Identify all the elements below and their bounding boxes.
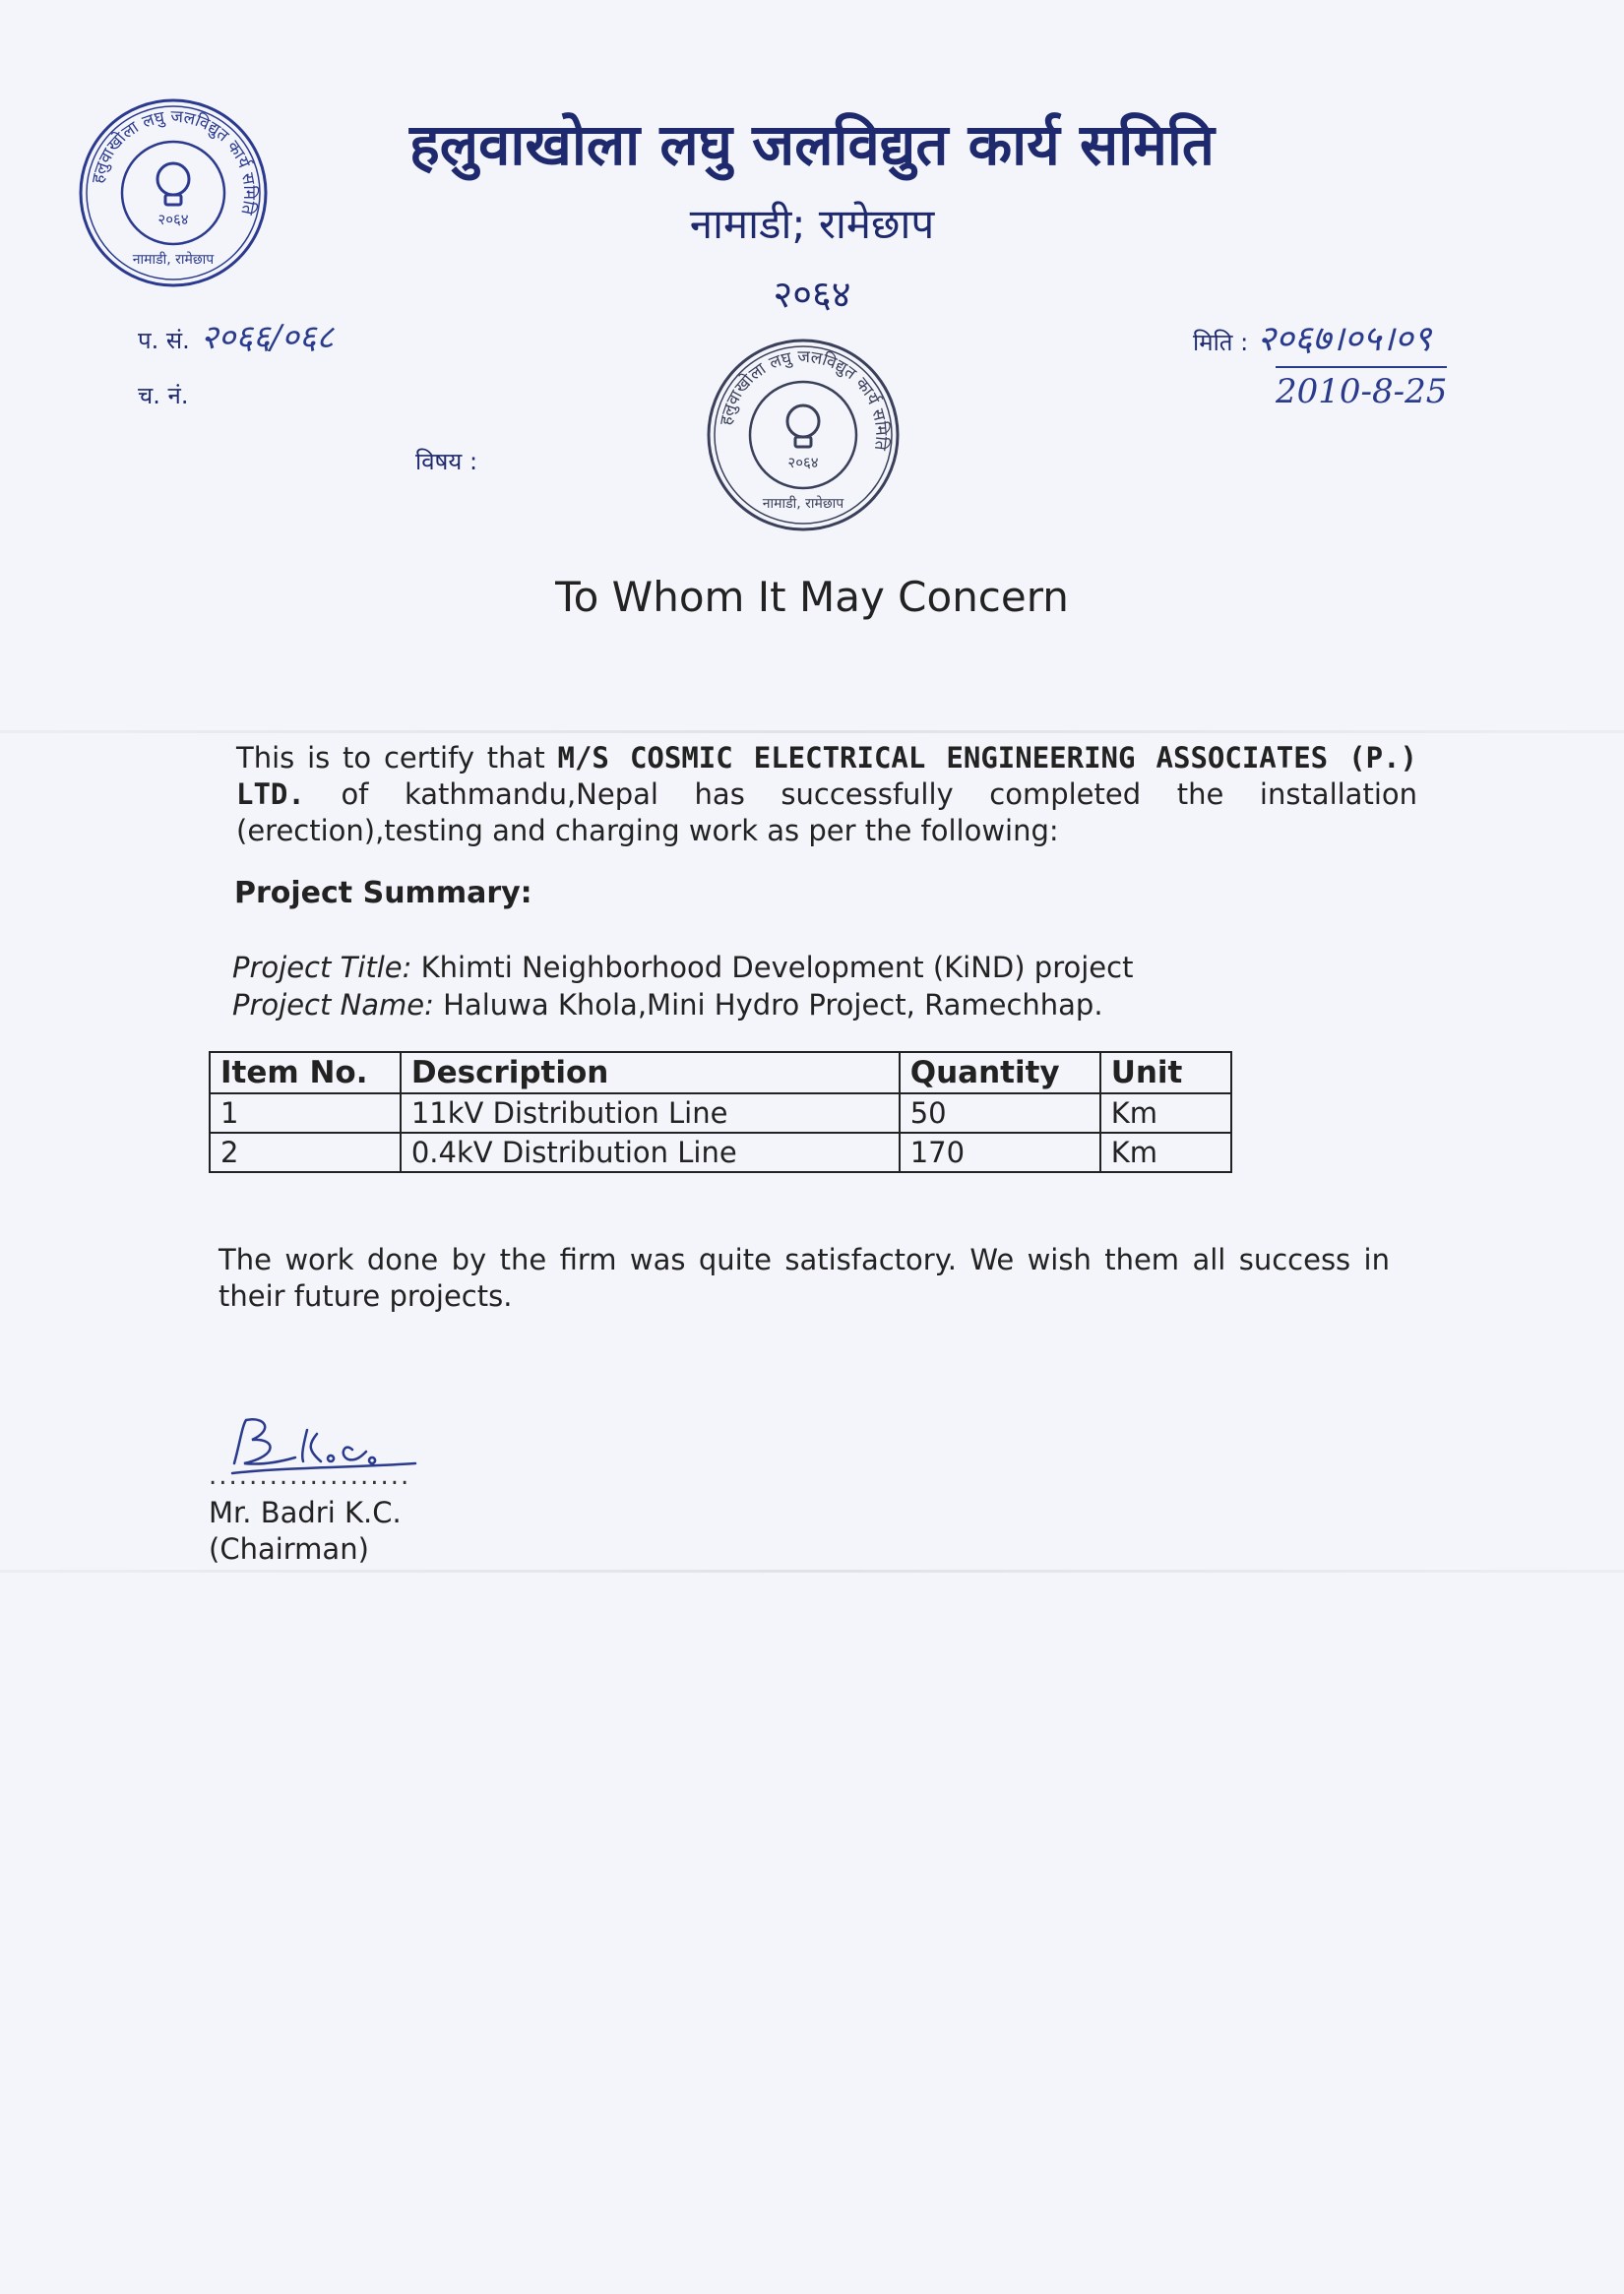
cell-item-no: 2 (210, 1133, 401, 1172)
subject-label: विषय : (415, 448, 478, 475)
paper-fold-line (0, 1570, 1624, 1573)
organization-name: हलुवाखोला लघु जलविद्युत कार्य समिति (408, 111, 1215, 178)
table-row (210, 1133, 1231, 1172)
date-label: मिति : (1193, 329, 1249, 356)
svg-text:नामाडी, रामेछाप: नामाडी, रामेछाप (132, 252, 215, 268)
paper-fold-line (0, 730, 1624, 733)
header-unit: Unit (1100, 1052, 1231, 1093)
intro-text-1: This is to certify that (236, 741, 545, 775)
organization-address: नामाडी; रामेछाप (689, 200, 935, 248)
closing-paragraph: The work done by the firm was quite satisfactory. We wish them all success in their future projects. (219, 1243, 1390, 1313)
cell-item-no: 1 (210, 1093, 401, 1133)
intro-text-2: of kathmandu,Nepal has successfully completed the installation (erection),testing and charging work as per the following: (236, 777, 1418, 847)
signer-name: Mr. Badri K.C. (209, 1496, 402, 1529)
certification-paragraph (236, 740, 1417, 849)
svg-text:हलुवाखोला लघु जलविद्युत कार्य: हलुवाखोला लघु जलविद्युत कार्य समिति (88, 106, 260, 217)
project-title-line (232, 951, 1133, 984)
table-header-row (210, 1052, 1231, 1093)
project-name-label: Project Name: (232, 988, 434, 1022)
project-name-line (232, 988, 1103, 1022)
project-summary-title: Project Summary: (234, 876, 532, 910)
letter-heading: To Whom It May Concern (555, 573, 1069, 621)
signature-dotted-line: .................... (209, 1461, 411, 1491)
svg-text:हलुवाखोला लघु जलविद्युत कार्य: हलुवाखोला लघु जलविद्युत कार्य समिति (716, 346, 892, 452)
svg-text:२०६४: २०६४ (787, 454, 819, 471)
project-title-value: Khimti Neighborhood Development (KiND) project (420, 951, 1134, 984)
svg-text:नामाडी, रामेछाप: नामाडी, रामेछाप (762, 496, 844, 512)
company-name: M/S COSMIC ELECTRICAL ENGINEERING ASSOCIATES (P.) LTD. (236, 741, 1418, 811)
project-name-value: Haluwa Khola,Mini Hydro Project, Ramechhap. (443, 988, 1103, 1022)
project-title-label: Project Title: (232, 951, 412, 984)
date-english: 2010-8-25 (1276, 366, 1447, 411)
date-nepali: २०६७।०५।०९ (1257, 319, 1432, 359)
date-block (1193, 313, 1431, 361)
cell-unit: Km (1100, 1093, 1231, 1133)
svg-text:२०६४: २०६४ (157, 211, 189, 228)
cell-quantity: 170 (900, 1133, 1100, 1172)
cell-unit: Km (1100, 1133, 1231, 1172)
header-description: Description (401, 1052, 900, 1093)
header-quantity: Quantity (900, 1052, 1100, 1093)
organization-year: २०६४ (773, 273, 851, 316)
dispatch-number-label: च. नं. (138, 382, 189, 409)
organization-seal-center (705, 337, 902, 533)
reference-label: प. सं. (138, 327, 190, 354)
bulb-icon (787, 405, 819, 447)
signer-title: (Chairman) (209, 1532, 369, 1566)
reference-number (138, 313, 334, 358)
cell-quantity: 50 (900, 1093, 1100, 1133)
work-items-table (209, 1051, 1232, 1173)
header-item-no: Item No. (210, 1052, 401, 1093)
cell-description: 11kV Distribution Line (401, 1093, 900, 1133)
cell-description: 0.4kV Distribution Line (401, 1133, 900, 1172)
reference-value: २०६६/०६८ (200, 318, 335, 357)
table-row (210, 1093, 1231, 1133)
